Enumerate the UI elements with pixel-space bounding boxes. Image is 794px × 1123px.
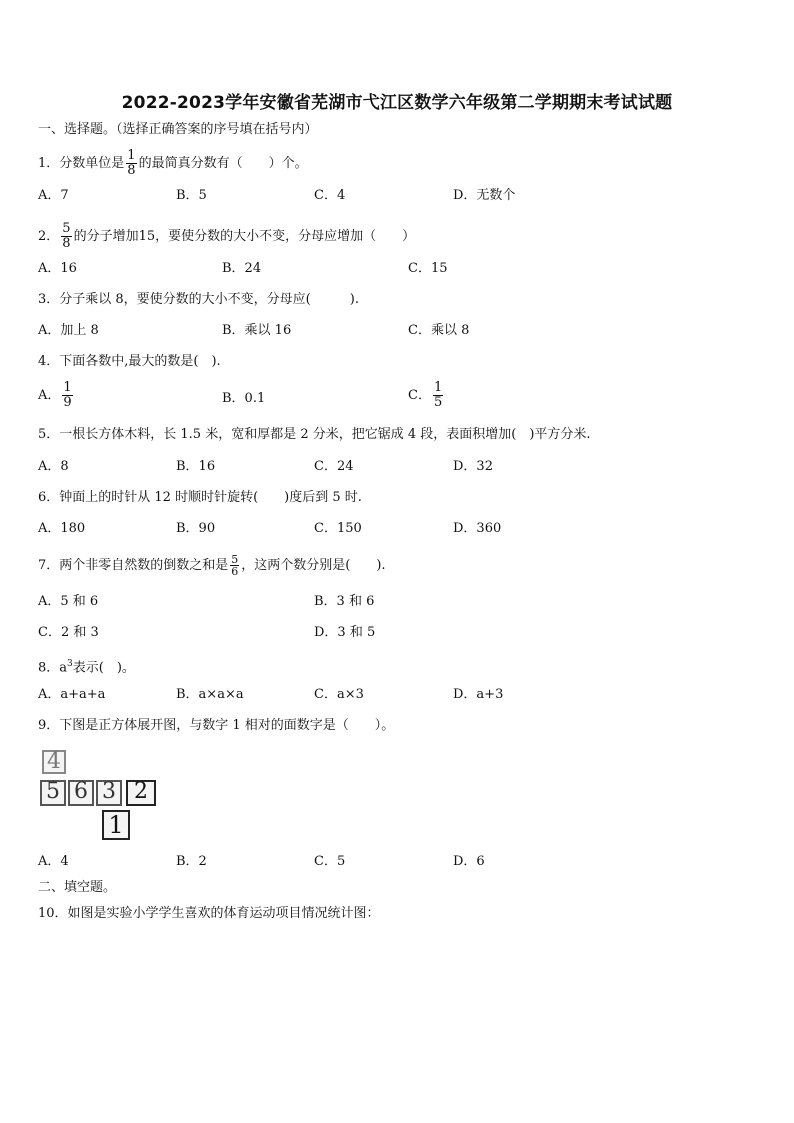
q3-option-a[interactable]: A．加上 8 (38, 323, 99, 338)
question-6: 6．钟面上的时针从 12 时顺时针旋转( )度后到 5 时. (38, 490, 362, 505)
q4-option-a[interactable]: A． $\frac{1}{9}$ (38, 380, 72, 410)
q6-option-a[interactable]: A．180 (38, 521, 86, 536)
q4-option-a-fraction: $\frac{1}{9}$ (63, 380, 72, 410)
question-7 (38, 554, 386, 577)
section-2-heading: 二、填空题。 (38, 880, 117, 895)
q9-option-b[interactable]: B．2 (176, 854, 207, 869)
question-10: 10．如图是实验小学学生喜欢的体育运动项目情况统计图： (38, 906, 380, 921)
q8-option-b[interactable]: B．a×a×a (176, 687, 244, 702)
q6-option-c[interactable]: C．150 (314, 521, 362, 536)
q5-option-d[interactable]: D．32 (453, 459, 493, 474)
q2-option-c[interactable]: C．15 (408, 261, 448, 276)
q7-option-b[interactable]: B．3 和 6 (314, 594, 375, 609)
net-face-top: 4 (42, 750, 66, 774)
question-1 (38, 149, 308, 178)
q8-option-d[interactable]: D．a+3 (453, 687, 504, 702)
question-9: 9．下图是正方体展开图，与数字 1 相对的面数字是（ ）。 (38, 718, 395, 733)
q7-text-pre: 7．两个非零自然数的倒数之和是 (38, 558, 229, 573)
page-title: 2022-2023学年安徽省芜湖市弋江区数学六年级第二学期期末考试试题 (121, 93, 673, 113)
q3-option-c[interactable]: C．乘以 8 (408, 323, 470, 338)
q2-option-a[interactable]: A．16 (38, 261, 77, 276)
q4-option-b[interactable]: B．0.1 (222, 391, 266, 406)
question-8: 8．$a^3$表示( )。 (38, 659, 135, 676)
q2-text-post: 的分子增加15，要使分数的大小不变，分母应增加（ ） (73, 229, 416, 244)
q9-option-c[interactable]: C．5 (314, 854, 346, 869)
net-face-row-2: 6 (68, 780, 94, 806)
net-face-row-3: 3 (96, 780, 122, 806)
question-2 (38, 222, 415, 251)
q9-option-a[interactable]: A．4 (38, 854, 69, 869)
q7-fraction: $\frac{5}{6}$ (231, 553, 239, 578)
q4-option-c[interactable]: C． $\frac{1}{5}$ (408, 380, 443, 410)
q1-option-d[interactable]: D．无数个 (453, 188, 516, 203)
q2-option-b[interactable]: B．24 (222, 261, 262, 276)
q1-text-pre: 1．分数单位是 (38, 156, 125, 171)
q1-text-post: 的最简真分数有（ ）个。 (138, 156, 308, 171)
question-4: 4．下面各数中,最大的数是( ). (38, 354, 221, 369)
section-1-heading: 一、选择题。（选择正确答案的序号填在括号内） (38, 122, 318, 137)
q5-option-a[interactable]: A．8 (38, 459, 69, 474)
q4-option-c-fraction: $\frac{1}{5}$ (433, 380, 443, 410)
q5-option-c[interactable]: C．24 (314, 459, 354, 474)
q7-text-post: ，这两个数分别是( ). (241, 558, 386, 573)
q8-option-a[interactable]: A．a+a+a (38, 687, 106, 702)
q7-option-a[interactable]: A．5 和 6 (38, 594, 99, 609)
q2-text-pre: 2． (38, 229, 60, 244)
net-face-row-4: 2 (126, 780, 156, 806)
q1-fraction: $\frac{1}{8}$ (127, 148, 136, 178)
net-face-row-1: 5 (40, 780, 66, 806)
q8-exponent: 3 (67, 659, 73, 669)
q1-option-b[interactable]: B．5 (176, 188, 207, 203)
q9-option-d[interactable]: D．6 (453, 854, 485, 869)
cube-net-figure (40, 748, 160, 844)
q8-option-c[interactable]: C．a×3 (314, 687, 364, 702)
q6-option-b[interactable]: B．90 (176, 521, 216, 536)
net-face-bottom: 1 (102, 810, 130, 840)
q7-option-d[interactable]: D．3 和 5 (314, 625, 376, 640)
q7-option-c[interactable]: C．2 和 3 (38, 625, 99, 640)
q6-option-d[interactable]: D．360 (453, 521, 502, 536)
q1-option-a[interactable]: A．7 (38, 188, 69, 203)
q5-option-b[interactable]: B．16 (176, 459, 216, 474)
q3-option-b[interactable]: B．乘以 16 (222, 323, 292, 338)
question-5: 5．一根长方体木料，长 1.5 米，宽和厚都是 2 分米，把它锯成 4 段，表面积增加( )平方分米. (38, 427, 591, 442)
q2-fraction: $\frac{5}{8}$ (62, 221, 71, 251)
question-3: 3．分子乘以 8，要使分数的大小不变，分母应( ). (38, 292, 359, 307)
q1-option-c[interactable]: C．4 (314, 188, 346, 203)
